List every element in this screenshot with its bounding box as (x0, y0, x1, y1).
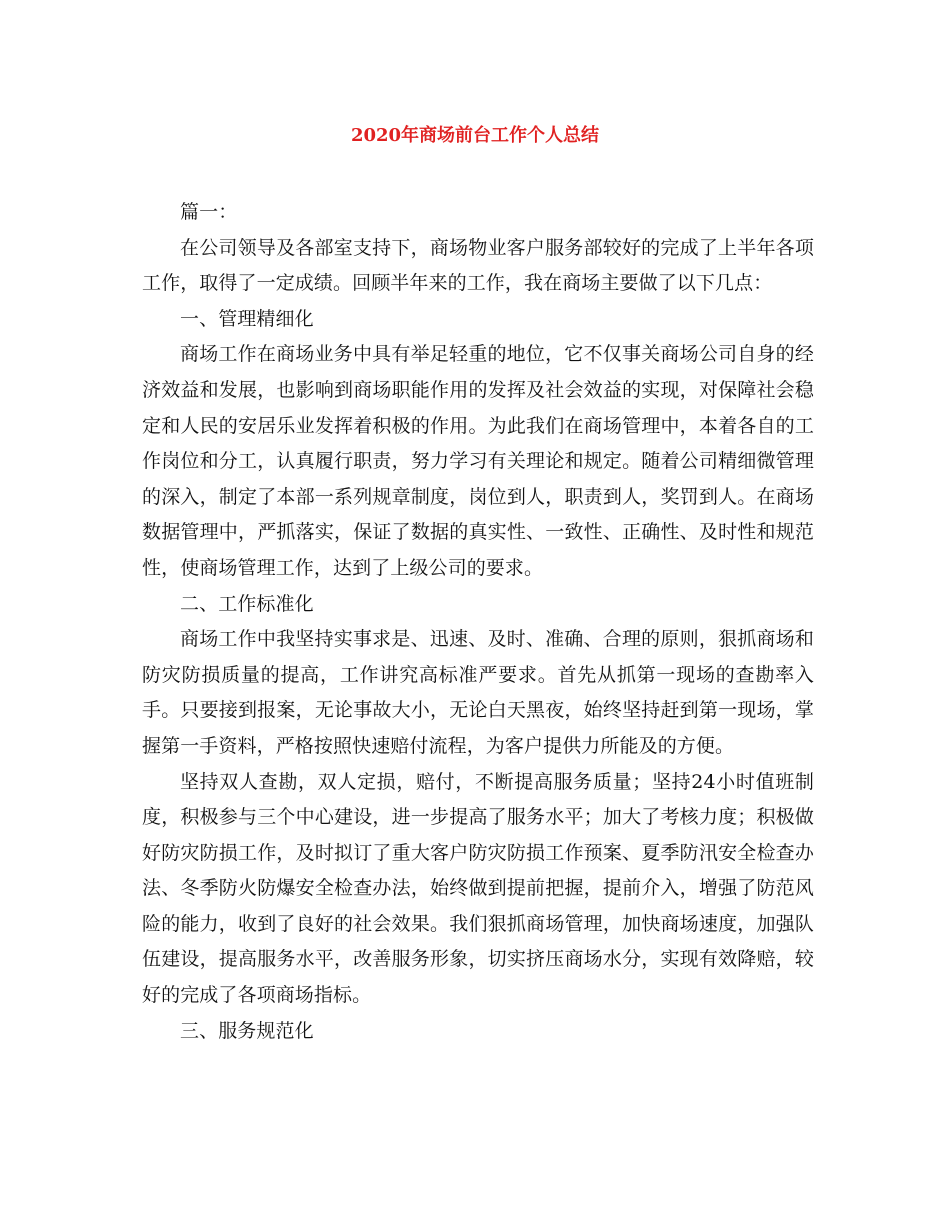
paragraph-service-quality: 坚持双人查勘，双人定损，赔付，不断提高服务质量；坚持24小时值班制度，积极参与三个中心建设，进一步提高了服务水平；加大了考核力度；积极做好防灾防损工作，及时拟订了重大客户防灾防损工作预案、夏季防汛安全检查办法、冬季防火防爆安全检查办法，始终做到提前把握，提前介入，增强了防范风险的能力，收到了良好的社会效果。我们狠抓商场管理，加快商场速度，加强队伍建设，提高服务水平，改善服务形象，切实挤压商场水分，实现有效降赔，较好的完成了各项商场指标。 (142, 770, 814, 1007)
paragraph-section-label: 篇一： (180, 201, 238, 223)
document-title: 2020年商场前台工作个人总结 (350, 125, 600, 146)
heading-management: 一、管理精细化 (180, 307, 314, 330)
paragraph-intro: 在公司领导及各部室支持下，商场物业客户服务部较好的完成了上半年各项工作，取得了一定成绩。回顾半年来的工作，我在商场主要做了以下几点： (142, 236, 814, 295)
document-body (142, 195, 814, 1049)
paragraph-standardization: 商场工作中我坚持实事求是、迅速、及时、准确、合理的原则，狠抓商场和防灾防损质量的提高，工作讲究高标准严要求。首先从抓第一现场的查勘率入手。只要接到报案，无论事故大小，无论白天黑夜，始终坚持赶到第一现场，掌握第一手资料，严格按照快速赔付流程，为客户提供力所能及的方便。 (142, 628, 814, 757)
heading-service: 三、服务规范化 (180, 1019, 314, 1042)
paragraph-management: 商场工作在商场业务中具有举足轻重的地位，它不仅事关商场公司自身的经济效益和发展，也影响到商场职能作用的发挥及社会效益的实现，对保障社会稳定和人民的安居乐业发挥着积极的作用。为此我们在商场管理中，本着各自的工作岗位和分工，认真履行职责，努力学习有关理论和规定。随着公司精细微管理的深入，制定了本部一系列规章制度，岗位到人，职责到人，奖罚到人。在商场数据管理中，严抓落实，保证了数据的真实性、一致性、正确性、及时性和规范性，使商场管理工作，达到了上级公司的要求。 (142, 343, 814, 579)
heading-standardization: 二、工作标准化 (180, 592, 314, 615)
